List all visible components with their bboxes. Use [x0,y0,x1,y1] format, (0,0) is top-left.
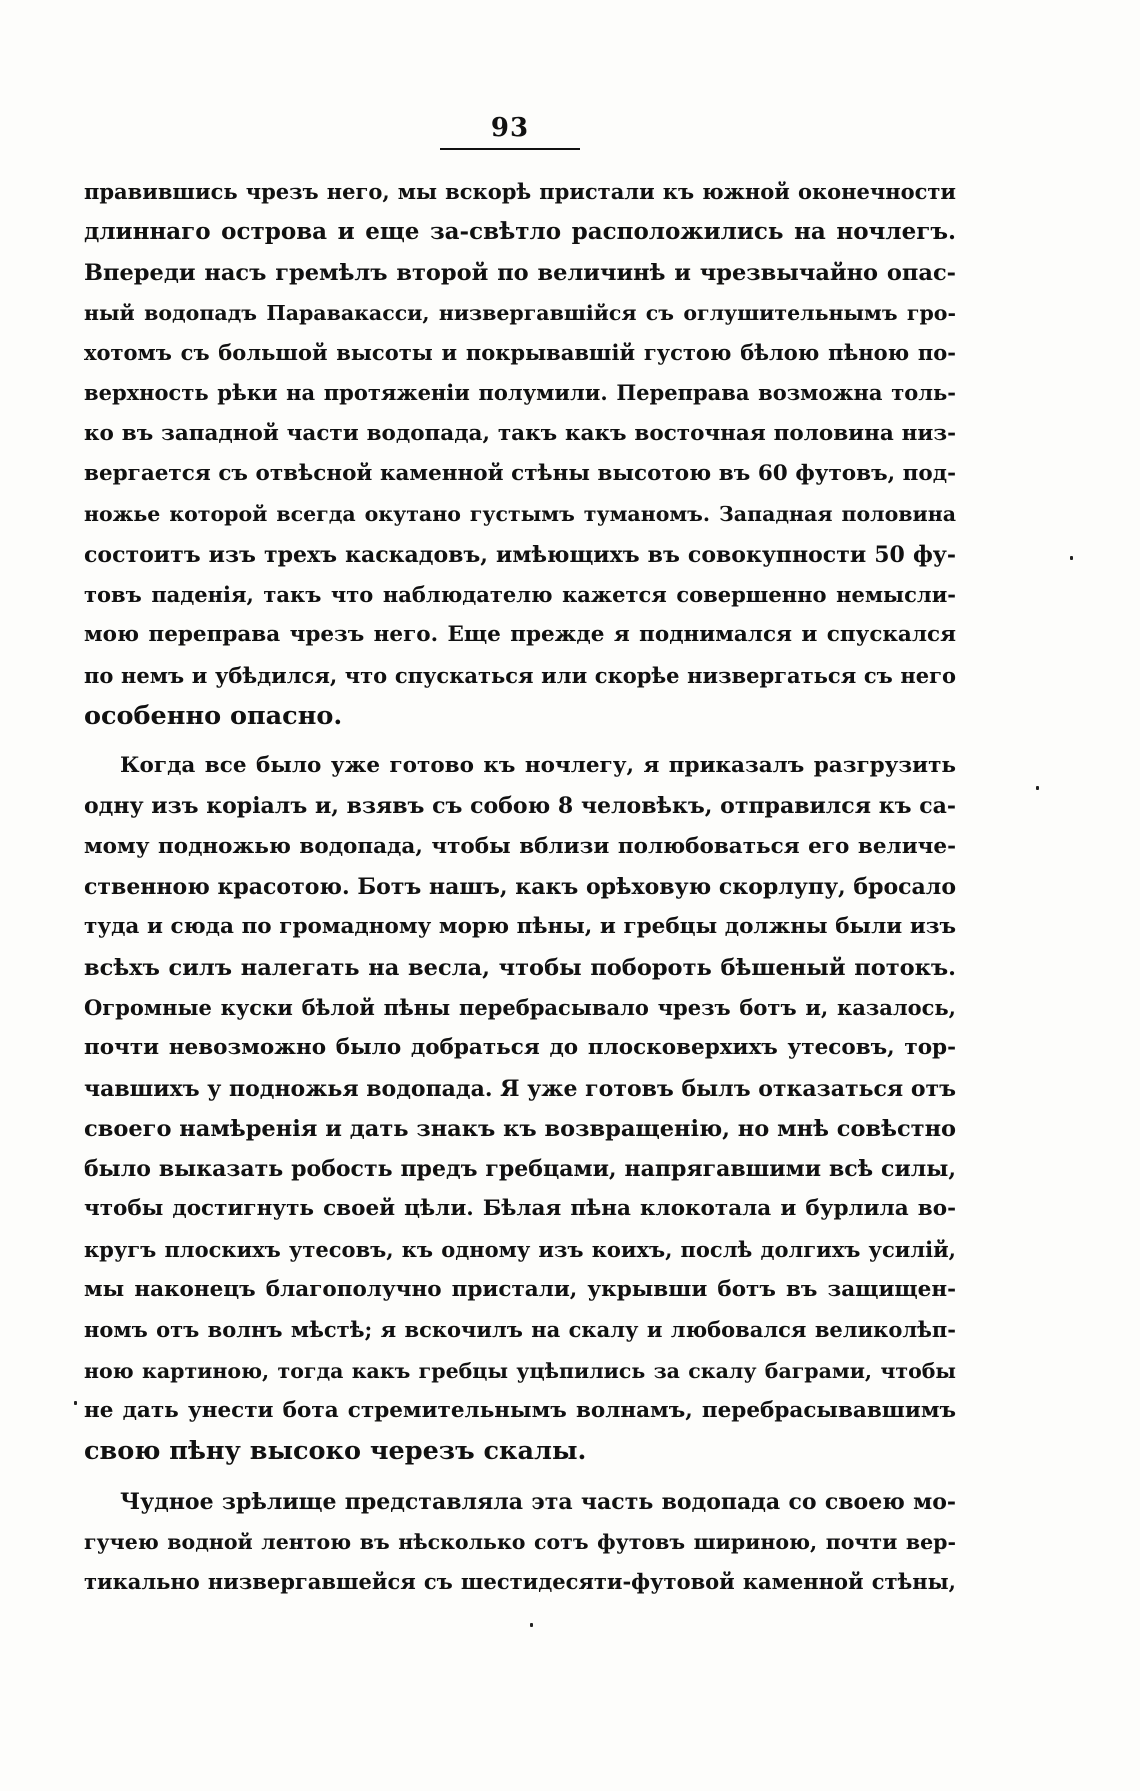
ink-speck [1070,556,1073,560]
text-line: кругъ плоскихъ утесовъ, къ одному изъ коихъ, послѣ долгихъ усилій, [84,1236,956,1262]
text-line: Чудное зрѣлище представляла эта часть водопада со своею мо- [120,1488,956,1515]
text-line: по немъ и убѣдился, что спускаться или скорѣе низвергаться съ него [84,662,956,688]
paragraph-gap [84,736,956,746]
ink-speck [530,1623,533,1627]
page-number: 93 [490,113,530,143]
text-line: почти невозможно было добраться до плосковерхихъ утесовъ, тор- [84,1035,956,1061]
text-line: свою пѣну высоко черезъ скалы. [84,1436,587,1467]
text-line: туда и сюда по громадному морю пѣны, и гребцы должны были изъ [84,914,956,940]
text-line: хотомъ съ большой высоты и покрывавшій густою бѣлою пѣною по- [84,340,956,366]
paragraph-gap [84,1472,956,1482]
text-line: вергается съ отвѣсной каменной стѣны высотою въ 60 футовъ, под- [84,461,956,487]
text-line: Когда все было уже готово къ ночлегу, я приказалъ разгрузить [120,753,956,779]
paragraph-1 [84,172,956,736]
text-line: одну изъ коріалъ и, взявъ съ собою 8 человѣкъ, отправился къ са- [84,793,956,820]
text-line: длиннаго острова и еще за-свѣтло расположились на ночлегъ. [84,218,956,246]
text-line: ною картиною, тогда какъ гребцы уцѣпились за скалу баграми, чтобы [84,1358,956,1383]
text-line: правившись чрезъ него, мы вскорѣ пристали къ южной оконечности [84,179,956,204]
text-line: чавшихъ у подножья водопада. Я уже готовъ былъ отказаться отъ [84,1075,956,1102]
body-text [84,172,956,1602]
text-line: товъ паденія, такъ что наблюдателю кажется совершенно немысли- [84,581,956,607]
text-line: ный водопадъ Паравакасси, низвергавшійся съ оглушительнымъ гро- [84,300,956,325]
text-line: Огромные куски бѣлой пѣны перебрасывало чрезъ ботъ и, казалось, [84,994,956,1020]
text-line: мы наконецъ благополучно пристали, укрывши ботъ въ защищен- [84,1277,956,1303]
page-header [440,112,580,150]
text-line: не дать унести бота стремительнымъ волнамъ, перебрасывавшимъ [84,1397,956,1423]
text-line: особенно опасно. [84,700,343,731]
ink-speck [74,1401,77,1405]
text-line: гучею водной лентою въ нѣсколько сотъ футовъ шириною, почти вер- [84,1529,956,1554]
text-line: состоитъ изъ трехъ каскадовъ, имѣющихъ въ совокупности 50 фу- [84,541,956,568]
text-line: ко въ западной части водопада, такъ какъ восточная половина низ- [84,420,956,446]
text-line: своего намѣренія и дать знакъ къ возвращенію, но мнѣ совѣстно [84,1115,956,1142]
paragraph-3 [84,1482,956,1603]
text-line: номъ отъ волнъ мѣстѣ; я вскочилъ на скалу и любовался великолѣп- [84,1317,956,1343]
text-line: всѣхъ силъ налегать на весла, чтобы побороть бѣшеный потокъ. [84,954,956,981]
header-rule [440,148,580,150]
text-line: верхность рѣки на протяженіи полумили. Переправа возможна толь- [84,380,956,406]
text-line: ственною красотою. Ботъ нашъ, какъ орѣховую скорлупу, бросало [84,874,956,901]
ink-speck [1036,786,1039,790]
text-line: ножье которой всегда окутано густымъ туманомъ. Западная половина [84,502,956,527]
text-line: мою переправа чрезъ него. Еще прежде я поднимался и спускался [84,622,956,648]
text-line: тикально низвергавшейся съ шестидесяти-футовой каменной стѣны, [84,1569,956,1595]
paragraph-2 [84,746,956,1471]
text-line: было выказать робость предъ гребцами, напрягавшими всѣ силы, [84,1156,956,1183]
text-line: чтобы достигнуть своей цѣли. Бѣлая пѣна клокотала и бурлила во- [84,1196,956,1222]
text-line: Впереди насъ гремѣлъ второй по величинѣ и чрезвычайно опас- [84,259,956,286]
text-line: мому подножью водопада, чтобы вблизи полюбоваться его величе- [84,833,956,859]
